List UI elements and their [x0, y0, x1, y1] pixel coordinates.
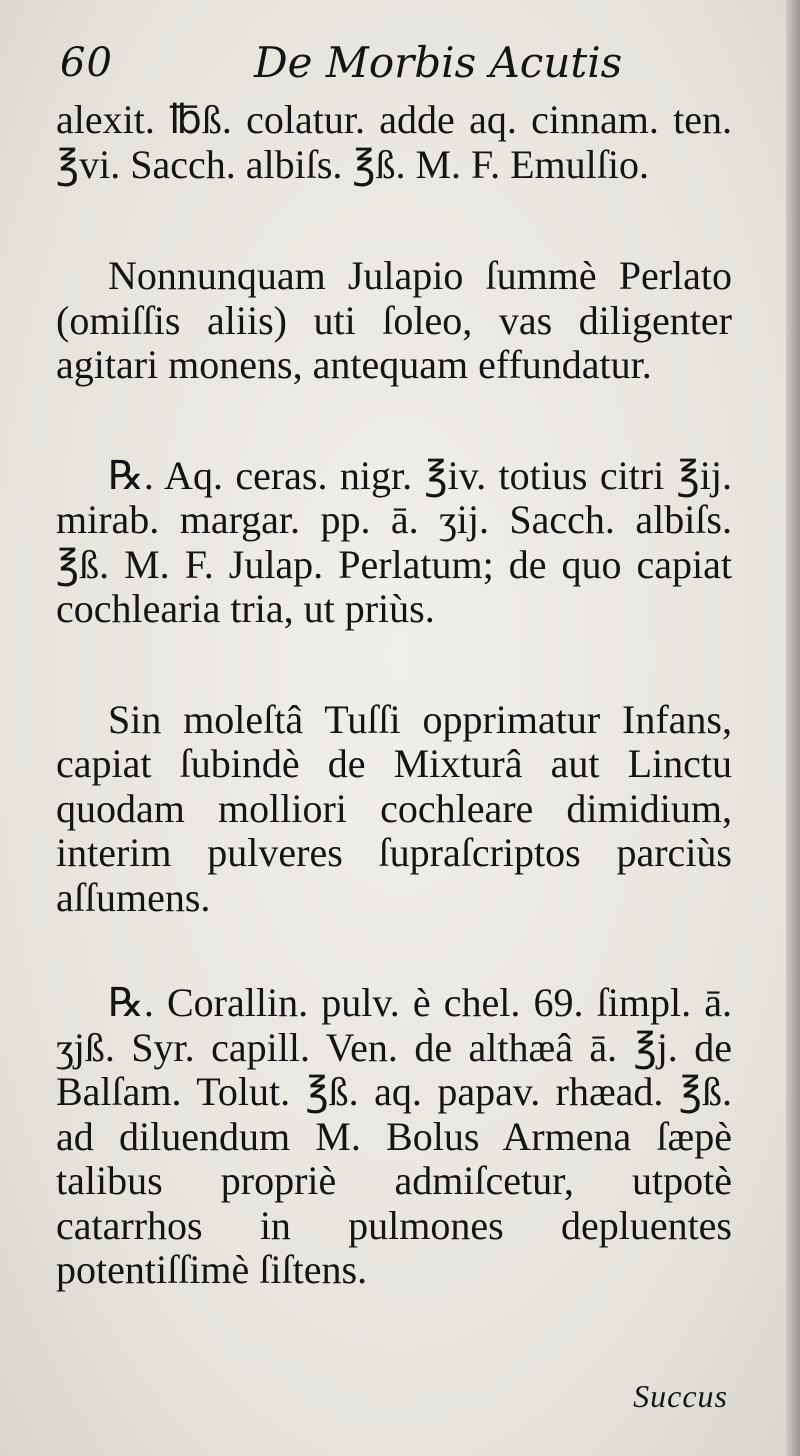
paragraph-corallin-recipe: ℞. Corallin. pulv. è chel. 69. ſimpl. ā. ʒjß. Syr. capill. Ven. de althæâ ā. ℥j. de Balſam. Tolut. ℥ß. aq. papav. rhæad. ℥ß. ad diluendum M. Bolus Armena ſæpè talibus propriè admiſcetur, utpotè catarrhos in pulmones depluentes potentiſſimè ſiſtens.: [56, 980, 732, 1292]
page-edge-shadow: [786, 0, 800, 1456]
page-number: 60: [60, 40, 113, 86]
paragraph-tussis: Sin moleſtâ Tuſſi opprimatur Infans, capiat ſubindè de Mixturâ aut Linctu quodam molliori cochleare dimidium, interim pulveres ſupraſcriptos parciùs aſſumens.: [56, 696, 732, 920]
running-title: De Morbis Acutis: [254, 38, 623, 87]
paragraph-emulsion-recipe: alexit. ℔ß. colatur. adde aq. cinnam. ten. ℥vi. Sacch. albiſs. ℥ß. M. F. Emulſio.: [56, 97, 732, 187]
paragraph-julapio-perlato: Nonnunquam Julapio ſummè Perlato (omiſſis aliis) uti ſoleo, vas diligenter agitari monens, antequam effundatur.: [56, 253, 732, 387]
catchword: Succus: [633, 1378, 728, 1414]
paragraph-julap-recipe: ℞. Aq. ceras. nigr. ℥iv. totius citri ℥ij. mirab. margar. pp. ā. ʒij. Sacch. albiſs. ℥ß. M. F. Julap. Perlatum; de quo capiat cochlearia tria, ut priùs.: [56, 452, 732, 631]
page-header: [60, 36, 760, 96]
body-text: [56, 98, 732, 1293]
